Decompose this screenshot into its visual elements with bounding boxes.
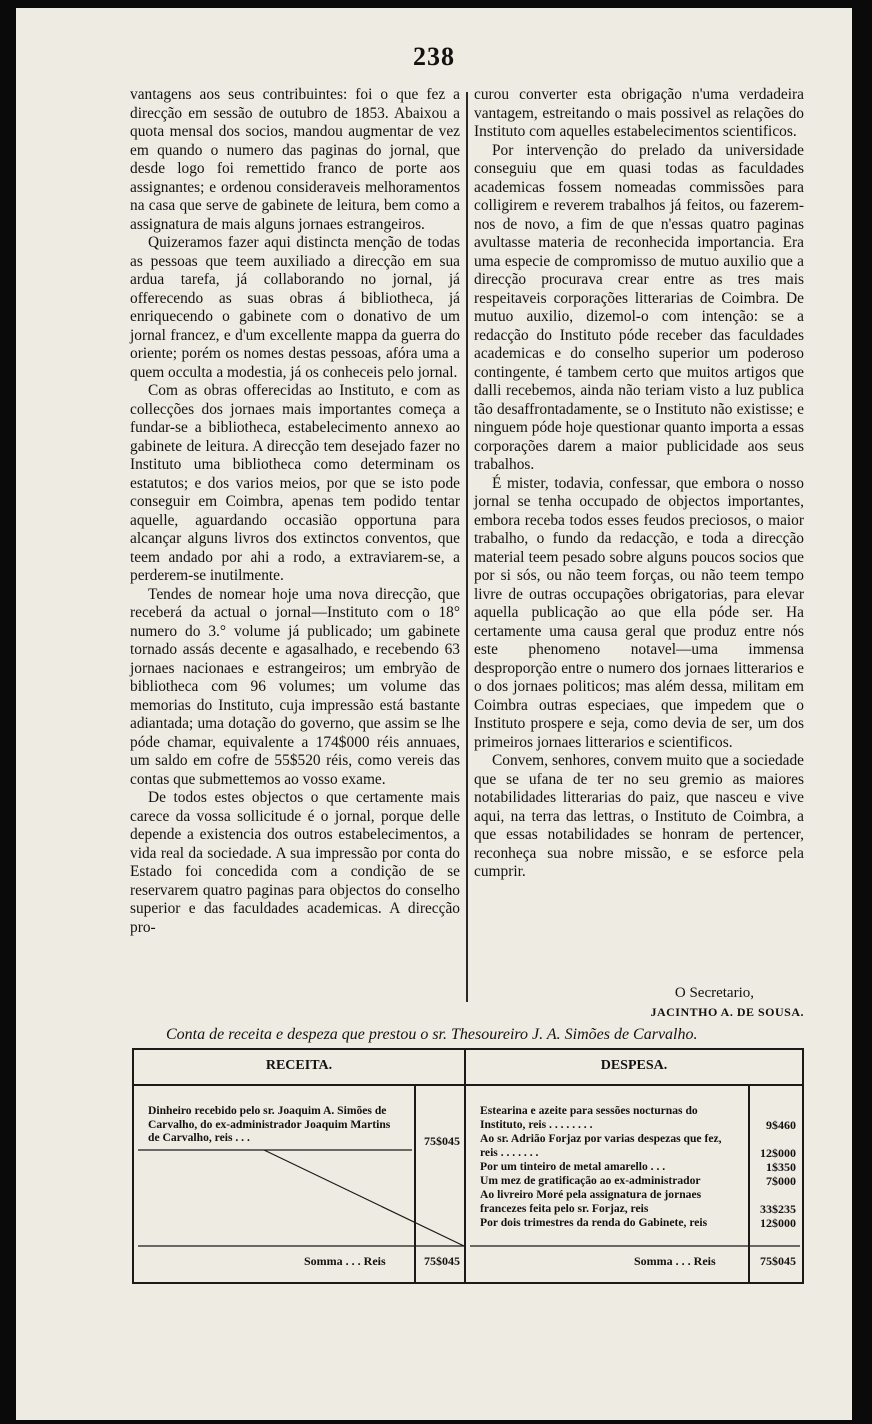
despesa-amount: 33$235 bbox=[760, 1202, 796, 1216]
receita-header: RECEITA. bbox=[265, 1058, 333, 1073]
despesa-amount: 12$000 bbox=[760, 1216, 796, 1230]
despesa-item: Ao livreiro Moré pela assignatura de jornaes francezes feita pelo sr. Forjaz, reis bbox=[480, 1188, 702, 1215]
paragraph: Quizeramos fazer aqui distincta menção de todas as pessoas que teem auxiliado a direcção em sua ardua tarefa, já collaborando no jornal, já offerecendo as suas obras á bibliotheca, já enriquecendo o gabinete com o donativo de um jornal francez, e d'um excellente mappa da guerra do oriente; porém os nomes destas pessoas, afóra uma a quem occulta a modestia, já os conheceis pelo jornal. bbox=[130, 234, 460, 381]
total-despesa: 75$045 bbox=[760, 1254, 796, 1268]
page bbox=[16, 8, 852, 1420]
despesa-item: Um mez de gratificação ao ex-administrador bbox=[480, 1174, 701, 1187]
somma-label: Somma . . . Reis bbox=[304, 1254, 386, 1268]
despesa-header: DESPESA. bbox=[600, 1058, 668, 1073]
somma-label: Somma . . . Reis bbox=[634, 1254, 716, 1268]
paragraph: vantagens aos seus contribuintes: foi o que fez a direcção em sessão de outubro de 1853. Abaixou a quota mensal dos socios, mandou augmentar de vez em quando o numero das paginas do jornal, que desde logo foi remettido franco de porte aos assignantes; e ordenou consideraveis melhoramentos na casa que serve de gabinete de leitura, bem como a assignatura de mais alguns jornaes estrangeiros. bbox=[130, 86, 460, 233]
paragraph: É mister, todavia, confessar, que embora o nosso jornal se tenha occupado de objectos importantes, embora receba todos esses feudos preciosos, o maior trabalho, o fundo da redacção, e toda a direcção material teem pesado sobre alguns poucos socios que por si sós, ou não teem forças, ou não teem tempo livre de outras occupações obrigatorias, para elevar aquella publicação ao que ella póde ser. Ha certamente uma causa geral que produz entre nós este phenomeno notavel—uma immensa desproporção entre o numero dos jornaes litterarios e o dos jornaes politicos; mas além dessa, militam em Coimbra outras especiaes, que impedem que o Instituto prospere e seja, como devia de ser, um dos primeiros jornaes litterarios e scientificos. bbox=[474, 474, 804, 751]
receita-amount: 75$045 bbox=[424, 1134, 460, 1148]
paragraph: Com as obras offerecidas ao Instituto, e com as collecções dos jornaes mais importantes começa a fundar-se a bibliotheca, estabelecimento annexo ao gabinete de leitura. A direcção tem desejado fazer no Instituto uma bibliotheca como determinam os estatutos; e dos varios meios, por que se isto pode conseguir em Coimbra, apenas tem podido tentar aquelle, aguardando occasião opportuna para alcançar alguns livros dos extinctos conventos, que teem andado por ahi a rodo, a extraviarem-se, a perderem-se inutilmente. bbox=[130, 382, 460, 584]
left-column bbox=[130, 86, 460, 937]
paragraph: curou converter esta obrigação n'uma verdadeira vantagem, estreitando o mais possivel as relações do Instituto com aquelles estabelecimentos scientificos. bbox=[474, 86, 804, 140]
paragraph: De todos estes objectos o que certamente mais carece da vossa sollicitude é o jornal, porque delle depende a existencia dos outros estabelecimentos, a vida real da sociedade. A sua impressão por conta do Estado foi concedida com a condição de se reservarem quatro paginas para objectos do conselho superior e das faculdades academicas. A direcção pro- bbox=[130, 789, 460, 936]
despesa-amount: 9$460 bbox=[766, 1118, 796, 1132]
despesa-item: Por um tinteiro de metal amarello . . . bbox=[480, 1160, 666, 1173]
despesa-item: Ao sr. Adrião Forjaz por varias despezas que fez, reis . . . . . . . bbox=[480, 1132, 722, 1159]
despesa-amount: 1$350 bbox=[766, 1160, 796, 1174]
ledger-table bbox=[132, 1048, 804, 1284]
despesa-amount: 12$000 bbox=[760, 1146, 796, 1160]
total-receita: 75$045 bbox=[424, 1254, 460, 1268]
signature-role: O Secretario, bbox=[674, 985, 754, 1001]
receita-item: Dinheiro recebido pelo sr. Joaquim A. Simões de Carvalho, do ex-administrador Joaquim Martins de Carvalho, reis . . . bbox=[148, 1104, 391, 1144]
page-number: 238 bbox=[413, 42, 455, 71]
despesa-item: Por dois trimestres da renda do Gabinete, reis bbox=[480, 1216, 708, 1229]
despesa-item: Estearina e azeite para sessões nocturnas do Instituto, reis . . . . . . . . bbox=[480, 1104, 698, 1131]
column-divider bbox=[466, 92, 468, 1002]
right-column bbox=[474, 86, 804, 882]
despesa-amount: 7$000 bbox=[766, 1174, 796, 1188]
paragraph: Convem, senhores, convem muito que a sociedade que se ufana de ter no seu gremio as maiores notabilidades litterarias do paiz, que nasceu e vive aqui, na terra das lettras, o Instituto de Coimbra, a que essas notabilidades se honram de pertencer, reconheça sua nobre missão, e se esforce pela cumprir. bbox=[474, 752, 804, 880]
table-caption: Conta de receita e despeza que prestou o sr. Thesoureiro J. A. Simões de Carvalho. bbox=[166, 1026, 698, 1043]
signature-block bbox=[474, 984, 804, 1021]
paragraph: Tendes de nomear hoje uma nova direcção, que receberá da actual o jornal—Instituto com o 18° numero do 3.° volume já publicado; um gabinete tornado assás decente e agasalhado, e recebendo 63 jornaes nacionaes e estrangeiros; um embryão de bibliotheca com 96 volumes; um volume das memorias do Instituto, cuja impressão está bastante adiantada; uma dotação do governo, que assim se lhe póde chamar, equivalente a 174$000 réis annuaes, um saldo em cofre de 55$520 réis, como vereis das contas que submettemos ao vosso exame. bbox=[130, 585, 460, 788]
paragraph: Por intervenção do prelado da universidade conseguiu que em quasi todas as faculdades academicas fossem nomeadas commissões para colligirem e reverem trabalhos já feitos, ou fazerem-nos de novo, a fim de que n'essas quatro paginas avultasse materia de reconhecida importancia. Era uma especie de compromisso de mutuo auxilio que a direcção procurava crear entre as tres mais respeitaveis corporações litterarias de Coimbra. De mutuo auxilio, dizemol-o com intenção: se a redacção do Instituto póde receber das faculdades academicas e do conselho superior um poderoso contingente, é tambem certo que muitos artigos que dalli recebemos, ainda não teriam visto a luz publica tão desaffrontadamente, se o Instituto não existisse; e ninguem póde hoje questionar quanto importa a essas corporações darem a maior publicidade aos seus trabalhos. bbox=[474, 141, 804, 473]
signature-name: JACINTHO A. DE SOUSA. bbox=[650, 1004, 804, 1019]
